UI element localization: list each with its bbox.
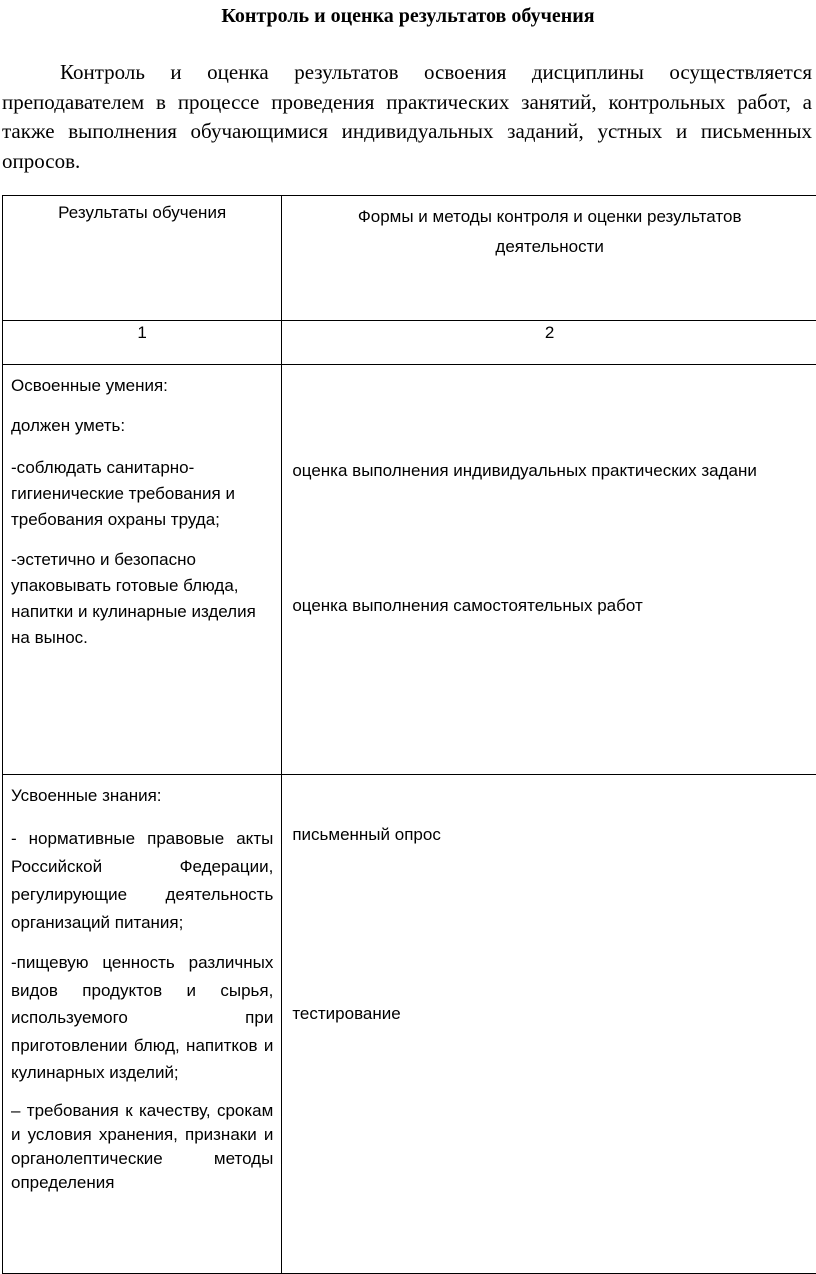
knowledge-method-1: письменный опрос	[292, 823, 440, 847]
skills-methods-cell	[282, 365, 816, 775]
column-number-2: 2	[282, 321, 816, 365]
skills-method-1: оценка выполнения индивидуальных практических задани	[292, 459, 757, 483]
results-table	[2, 195, 816, 1274]
knowledge-item-3: – требования к качеству, срокам и условия хранения, признаки и органолептические методы определения	[11, 1099, 273, 1195]
skills-method-2: оценка выполнения самостоятельных работ	[292, 594, 642, 618]
table-row-skills	[3, 365, 816, 775]
knowledge-heading: Усвоенные знания:	[11, 783, 273, 809]
knowledge-methods-cell	[282, 775, 816, 1274]
table-row-knowledge	[3, 775, 816, 1274]
page-title: Контроль и оценка результатов обучения	[0, 4, 816, 28]
header-results: Результаты обучения	[3, 196, 282, 321]
skills-item-2: -эстетично и безопасно упаковывать готовые блюда, напитки и кулинарные изделия на вынос.	[11, 547, 273, 651]
intro-paragraph: Контроль и оценка результатов освоения дисциплины осуществляется преподавателем в процессе проведения практических занятий, контрольных работ, а также выполнения обучающимися индивидуальных заданий, устных и письменных опросов.	[2, 58, 812, 176]
skills-heading: Освоенные умения:	[11, 373, 273, 399]
knowledge-cell	[3, 775, 282, 1274]
knowledge-item-2: -пищевую ценность различных видов продуктов и сырья, используемого при приготовлении блюд, напитков и кулинарных изделий;	[11, 949, 273, 1087]
knowledge-method-2: тестирование	[292, 1002, 400, 1026]
table-header-row	[3, 196, 816, 321]
header-methods: Формы и методы контроля и оценки результатов деятельности	[282, 196, 816, 321]
skills-cell	[3, 365, 282, 775]
column-number-row	[3, 321, 816, 365]
knowledge-item-1: - нормативные правовые акты Российской Федерации, регулирующие деятельность организаций питания;	[11, 825, 273, 937]
skills-subheading: должен уметь:	[11, 413, 273, 439]
skills-item-1: -соблюдать санитарно-гигиенические требования и требования охраны труда;	[11, 455, 273, 533]
column-number-1: 1	[3, 321, 282, 365]
